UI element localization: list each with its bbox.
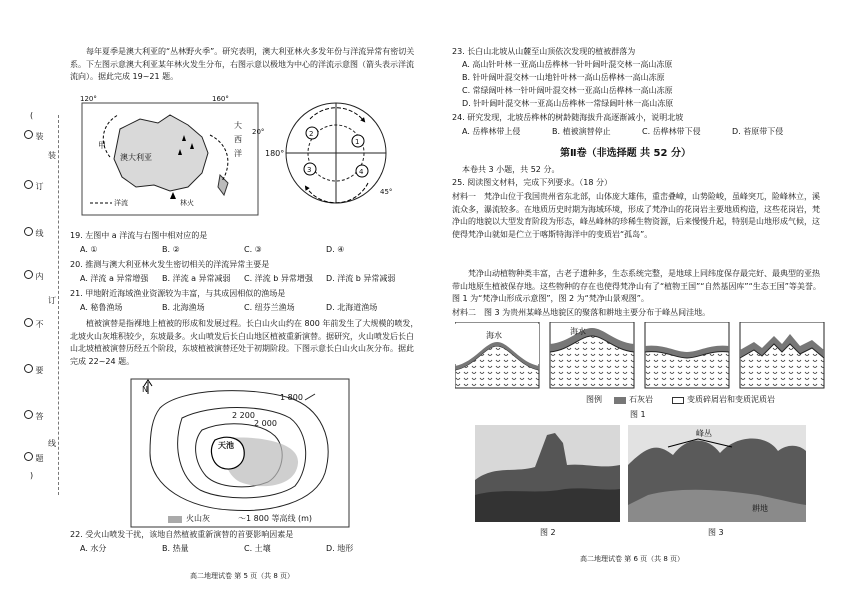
q24-option-b[interactable]: B. 植被演替停止 (552, 127, 611, 136)
q24-stem: 24. 研究发现，北坡岳桦林的树龄随海拔升高逐渐减小，说明北坡 (452, 113, 684, 122)
australia-fire-map (70, 95, 270, 225)
binding-label: 内 (24, 270, 44, 283)
binding-label: 答 (24, 410, 44, 423)
fig2-caption: 图 2 (540, 528, 556, 537)
footer-page-5: 高二地理试卷 第 5 页（共 8 页） (190, 572, 295, 580)
q19-options (80, 244, 420, 256)
q21-option-d[interactable]: D. 北海道渔场 (326, 303, 378, 312)
q24-options (462, 126, 822, 138)
fig1-sea-label: 海水 (486, 331, 502, 340)
q20-option-a[interactable]: A. 洋流 a 异常增强 (80, 274, 149, 283)
binding-label: 题 (24, 452, 44, 465)
q19-option-c[interactable]: C. ③ (244, 245, 262, 254)
map-label-xi: 西 (234, 135, 242, 144)
q21-options (80, 302, 420, 314)
q23-option-d[interactable]: D. 针叶阔叶混交林一亚高山岳桦林一常绿阔叶林一高山冻原 (462, 99, 674, 108)
fig3-label-peak: 峰丛 (696, 429, 712, 438)
binding-label: 订 (24, 180, 44, 193)
material-2: 材料二 图 3 为贵州某峰丛地貌区的聚落和耕地主要分布于峰丛间洼地。 (452, 308, 711, 317)
contour-2000: 2 000 (254, 419, 277, 428)
q22-option-a[interactable]: A. 水分 (80, 544, 107, 553)
intro-australia: 每年夏季是澳大利亚的“丛林野火季”。研究表明，澳大利亚林火多发年份与洋流异常有密切关系。下左图示意澳大利亚某年林火发生分布，右图示意以极地为中心的洋流示意图（箭头表示洋流流向）。据此完成 19~21 题。 (70, 47, 415, 81)
polar-45-label: 45° (380, 188, 393, 196)
section-ii-title: 第Ⅱ卷（非选择题 共 52 分） (560, 148, 691, 159)
binding-side-char: 订 (48, 296, 56, 305)
q23-stem: 23. 长白山北坡从山麓至山顶依次发现的植被群落为 (452, 47, 636, 56)
map-legend-current: 洋流 (114, 199, 128, 207)
fig1-caption: 图 1 (630, 410, 646, 419)
q25-stem: 25. 阅读图文材料，完成下列要求。（18 分） (452, 178, 612, 187)
binding-top-mark: ( (30, 111, 34, 120)
footer-page-6: 高二地理试卷 第 6 页（共 8 页） (580, 555, 685, 563)
map-legend-fire: 林火 (180, 199, 194, 207)
q20-option-d[interactable]: D. 洋流 b 异常减弱 (326, 274, 396, 283)
binding-side-char: 线 (48, 439, 56, 448)
map-lon-160: 160° (212, 95, 229, 103)
q23-option-b[interactable]: B. 针叶阔叶混交林一山地针叶林一高山岳桦林一高山冻原 (462, 73, 665, 82)
q21-option-c[interactable]: C. 纽芬兰渔场 (244, 303, 295, 312)
q20-options (80, 273, 420, 285)
fig3-label-field: 耕地 (752, 504, 768, 513)
changbai-contour-map (130, 378, 350, 528)
binding-label: 不 (24, 318, 44, 331)
q22-option-b[interactable]: B. 热量 (162, 544, 189, 553)
binding-side-char: 装 (48, 151, 56, 160)
q20-stem: 20. 推测与澳大利亚林火发生密切相关的洋流异常主要是 (70, 260, 270, 269)
q24-option-a[interactable]: A. 岳桦林带上侵 (462, 127, 521, 136)
map-lat-20: 20° (252, 128, 265, 136)
intro-changbai: 植被演替是指裸地上植被的形成和发展过程。长白山火山约在 800 年前发生了大规模的喷发，北坡火山灰堆积较少，东坡最多。火山喷发后长白山地区植被重新演替。据研究，火山喷发后长白山北坡植被演替历经五个阶段，东坡植被演替还处于初期阶段。下图示意长白山火山灰分布。据此完成 22~24 题。 (70, 319, 419, 366)
material-1: 材料一 梵净山位于我国贵州省东北部，山体庞大雄伟，重峦叠嶂，山势险峻，虽峰突兀，险峰林立，溪流众多，瀑流较多。在地质历史时期为海域环境，形成了梵净山的花岗岩主要地质构造，这些花岗岩，梵净山的地貌以大型发育阶段为形态，峰丛峰林的珍稀生物资源，后来慢慢升起，特别是山地形成气候，这使得梵净山就如是伫立于喀斯特海洋中的变质岩“孤岛”。 (452, 192, 820, 239)
q24-option-c[interactable]: C. 岳桦林带下侵 (642, 127, 701, 136)
q22-stem: 22. 受火山喷发干扰，该地自然植被重新演替的首要影响因素是 (70, 530, 294, 539)
polar-num-1: 1 (355, 138, 360, 146)
q19-option-a[interactable]: A. ① (80, 245, 98, 254)
material-1-cont: 梵净山动植物种类丰富，古老子遗种多，生态系统完整，是地球上同纬度保存最完好、最典型的亚热带山地原生植被保存地。这些物种的存在也使得梵净山有了“植物王国”“自然基因库”“生态王国”等美誉。图 1 为“梵净山形成示意图”，图 2 为“梵净山景观图”。 (452, 269, 821, 303)
contour-1800: 1 800 (280, 393, 303, 402)
polar-num-4: 4 (359, 168, 364, 176)
legend-meta-swatch (672, 397, 684, 404)
map-label-da: 大 (234, 121, 242, 130)
q19-option-d[interactable]: D. ④ (326, 245, 345, 254)
q20-option-c[interactable]: C. 洋流 b 异常增强 (244, 274, 313, 283)
binding-label: 要 (24, 364, 44, 377)
polar-num-2: 2 (309, 130, 314, 138)
q23-option-a[interactable]: A. 高山针叶林一亚高山岳桦林一针叶阔叶混交林一高山冻原 (462, 60, 673, 69)
q21-option-b[interactable]: B. 北海渔场 (162, 303, 205, 312)
q24-option-d[interactable]: D. 苔原带下侵 (732, 127, 784, 136)
fig3-photo (628, 425, 806, 522)
fig1-legend-limestone: 石灰岩 (629, 395, 653, 404)
q19-option-b[interactable]: B. ② (162, 245, 180, 254)
fig1-sea-label: 海水 (570, 327, 586, 336)
binding-label: 装 (24, 130, 44, 143)
polar-180-label: 180° (265, 149, 285, 158)
q22-option-c[interactable]: C. 土壤 (244, 544, 271, 553)
fig2-photo (475, 425, 620, 522)
map-label-yang: 洋 (234, 149, 242, 158)
fig1-formation-diagram (455, 322, 825, 390)
q21-option-a[interactable]: A. 秘鲁渔场 (80, 303, 123, 312)
contour-legend-ash: 火山灰 (186, 514, 210, 523)
q21-stem: 21. 甲地附近海域渔业资源较为丰富，与其成因相似的渔场是 (70, 289, 286, 298)
section-ii-note: 本卷共 3 小题，共 52 分。 (462, 165, 560, 174)
map-label-jia: 甲 (98, 141, 106, 150)
q22-options (80, 543, 420, 555)
contour-tianchi: 天池 (218, 441, 234, 450)
q23-option-c[interactable]: C. 常绿阔叶林一针叶阔叶混交林一亚高山岳桦林一高山冻原 (462, 86, 673, 95)
map-lon-120: 120° (80, 95, 97, 103)
binding-line (58, 115, 59, 495)
q22-option-d[interactable]: D. 地形 (326, 544, 354, 553)
q20-option-b[interactable]: B. 洋流 a 异常减弱 (162, 274, 231, 283)
binding-bottom-mark: ) (30, 471, 34, 480)
fig3-caption: 图 3 (708, 528, 724, 537)
fig1-legend-meta: 变质碎屑岩和变质泥质岩 (687, 395, 775, 404)
legend-limestone-swatch (614, 397, 626, 404)
legend-ash-swatch (168, 516, 182, 523)
fig1-legend-title: 图例 (586, 395, 602, 404)
binding-label: 线 (24, 227, 44, 240)
contour-north: N (142, 385, 148, 394)
q19-stem: 19. 左图中 a 洋流与右图中相对应的是 (70, 231, 208, 240)
contour-2200: 2 200 (232, 411, 255, 420)
map-label-australia: 澳大利亚 (120, 153, 152, 162)
polar-current-diagram (280, 95, 393, 215)
polar-num-3: 3 (307, 166, 312, 174)
contour-legend-line: ～1 800 等高线 (m) (238, 514, 313, 523)
